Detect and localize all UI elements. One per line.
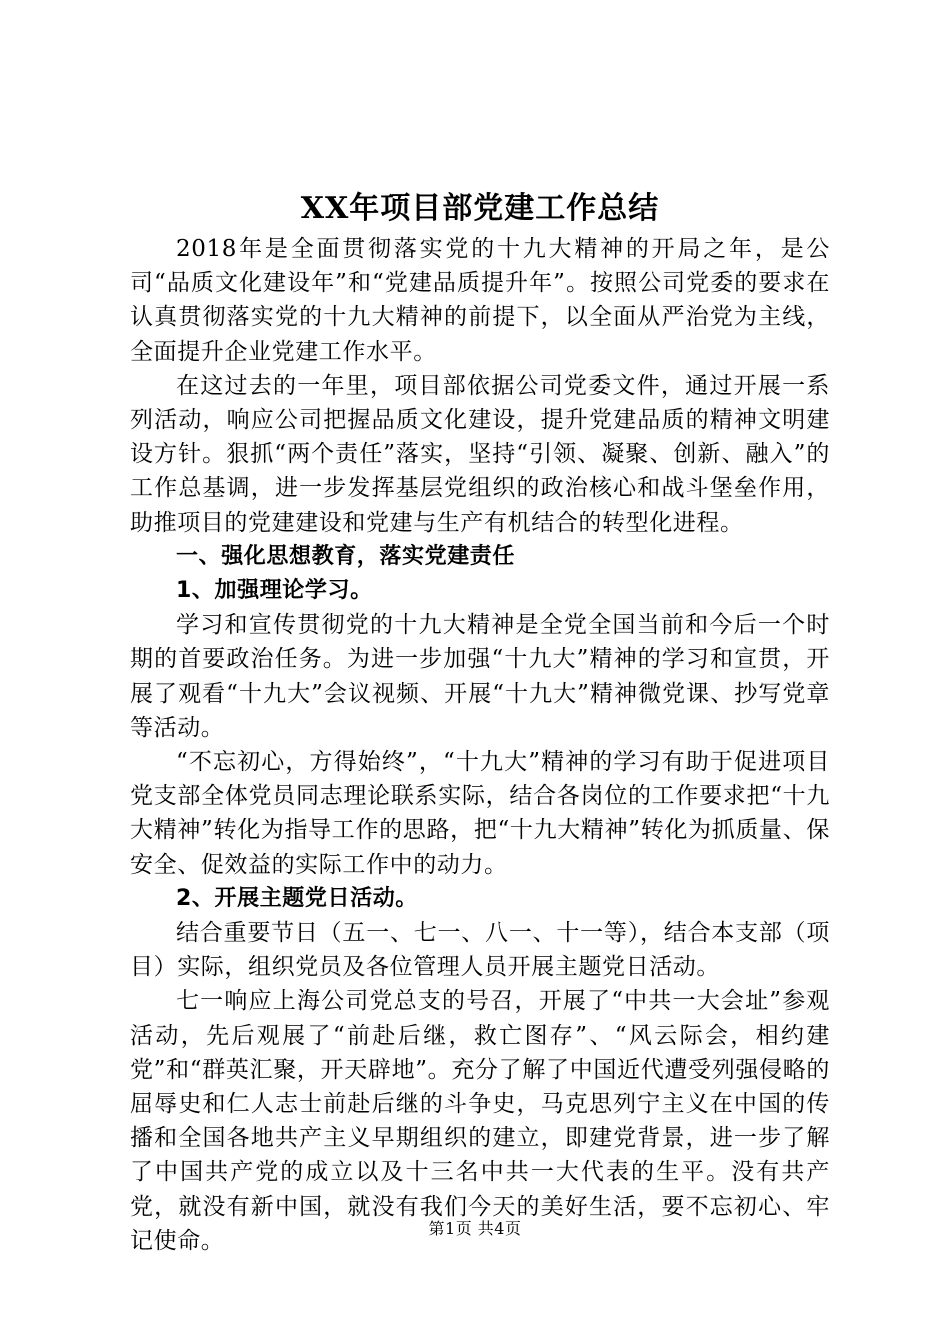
document-body xyxy=(130,186,830,1258)
subsection-heading: 2、开展主题党日活动。 xyxy=(176,885,418,911)
subsection-heading: 1、加强理论学习。 xyxy=(176,578,373,604)
page-footer: 第1页 共4页 xyxy=(428,1219,522,1238)
paragraph: “不忘初心，方得始终”，“十九大”精神的学习有助于促进项目党支部全体党员同志理论联系实际，结合各岗位的工作要求把“十九大精神”转化为指导工作的思路，把“十九大精神”转化为抓质量、保安全、促效益的实际工作中的动力。 xyxy=(130,749,830,878)
paragraph: 学习和宣传贯彻党的十九大精神是全党全国当前和今后一个时期的首要政治任务。为进一步加强“十九大”精神的学习和宣贯，开展了观看“十九大”会议视频、开展“十九大”精神微党课、抄写党章等活动。 xyxy=(130,612,830,741)
paragraph: 2018年是全面贯彻落实党的十九大精神的开局之年，是公司“品质文化建设年”和“党建品质提升年”。按照公司党委的要求在认真贯彻落实党的十九大精神的前提下，以全面从严治党为主线，全面提升企业党建工作水平。 xyxy=(130,236,830,365)
document-title: XX年项目部党建工作总结 xyxy=(300,191,660,226)
paragraph: 在这过去的一年里，项目部依据公司党委文件，通过开展一系列活动，响应公司把握品质文化建设，提升党建品质的精神文明建设方针。狠抓“两个责任”落实，坚持“引领、凝聚、创新、融入”的工作总基调，进一步发挥基层党组织的政治核心和战斗堡垒作用，助推项目的党建建设和党建与生产有机结合的转型化进程。 xyxy=(130,372,830,536)
paragraph: 结合重要节日（五一、七一、八一、十一等），结合本支部（项目）实际，组织党员及各位管理人员开展主题党日活动。 xyxy=(130,920,830,981)
paragraph: 七一响应上海公司党总支的号召，开展了“中共一大会址”参观活动，先后观展了“前赴后继，救亡图存”、“风云际会，相约建党”和“群英汇聚，开天辟地”。充分了解了中国近代遭受列强侵略的屈辱史和仁人志士前赴后继的斗争史，马克思列宁主义在中国的传播和全国各地共产主义早期组织的建立，即建党背景，进一步了解了中国共产党的成立以及十三名中共一大代表的生平。没有共产党，就没有新中国，就没有我们今天的美好生活，要不忘初心、牢记使命。 xyxy=(130,988,830,1254)
section-heading: 一、强化思想教育，落实党建责任 xyxy=(176,543,516,569)
